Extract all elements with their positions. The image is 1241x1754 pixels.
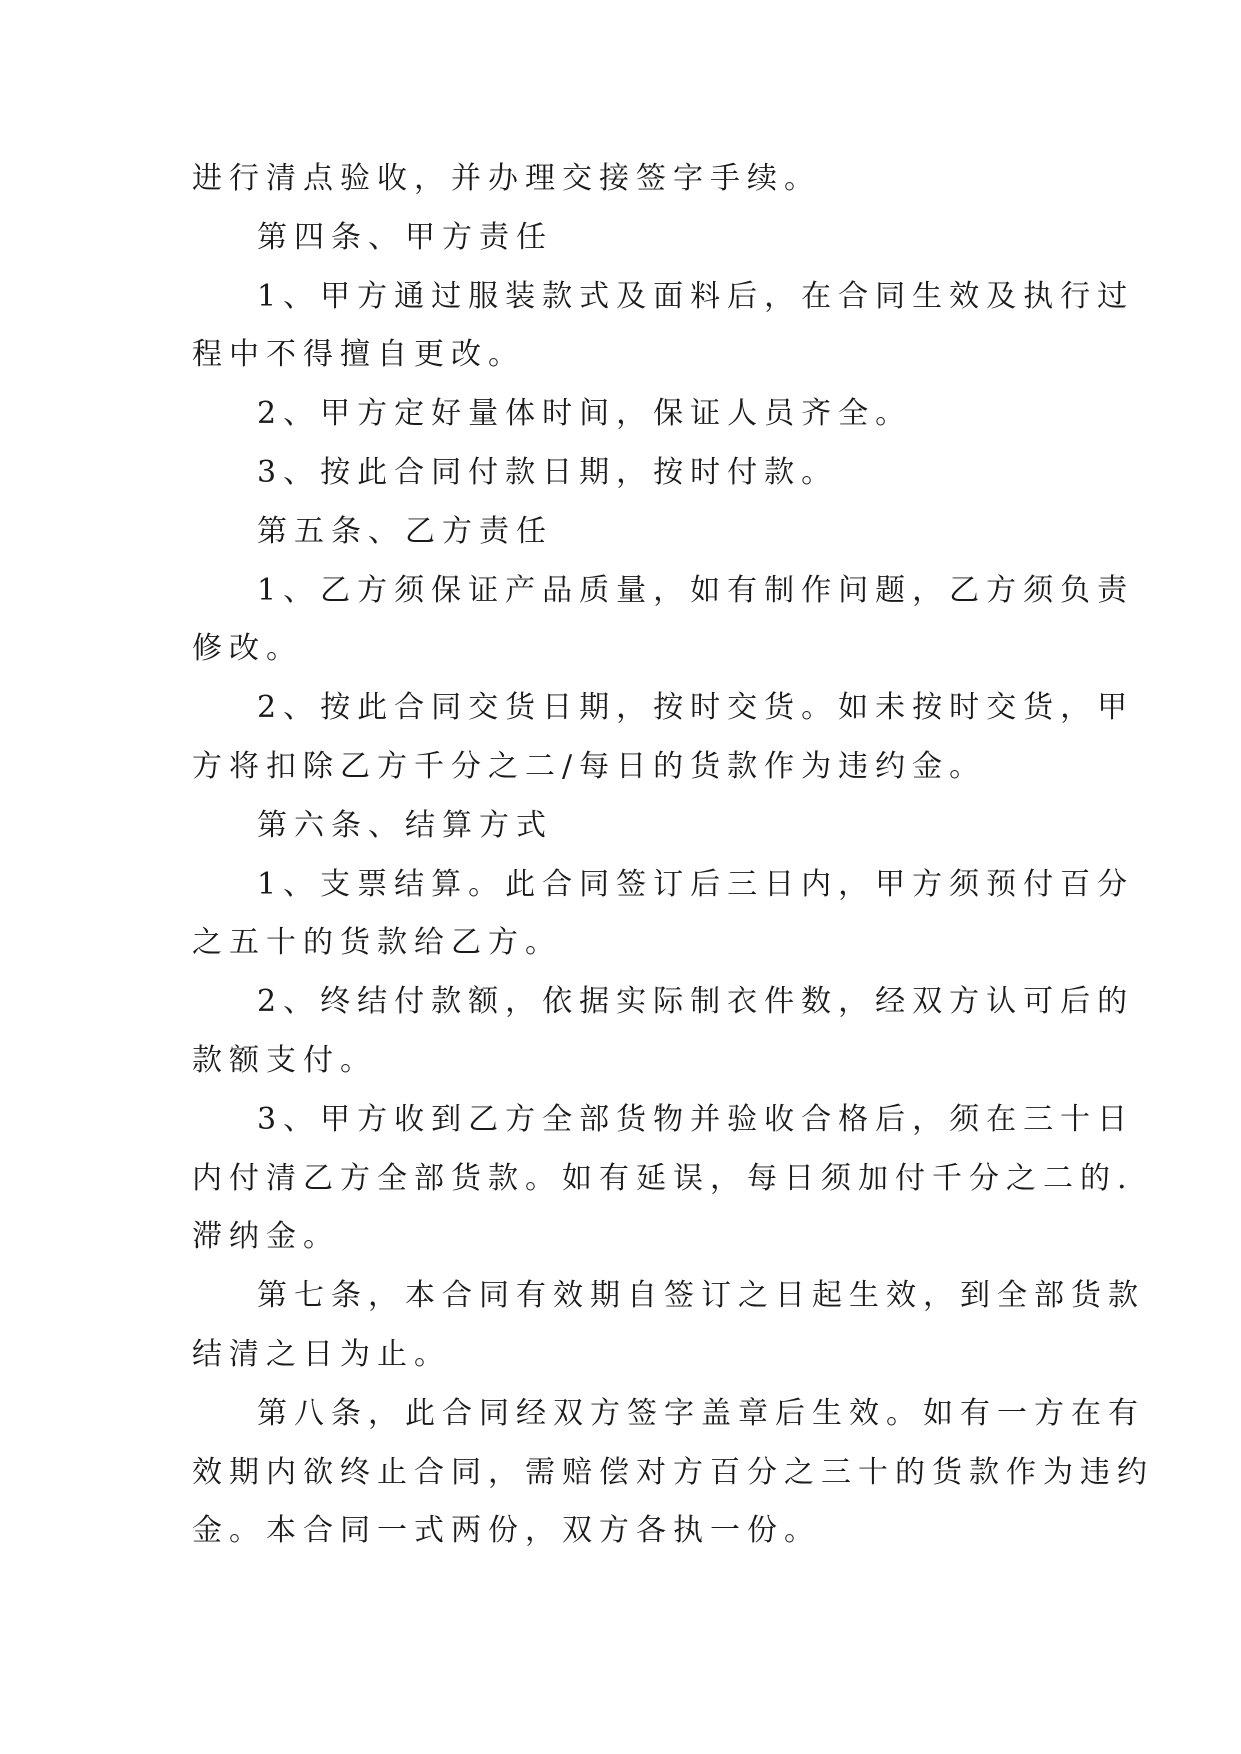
text-line: 内付清乙方全部货款。如有延误，每日须加付千分之二的. (192, 1160, 1134, 1196)
text-line: 3、甲方收到乙方全部货物并验收合格后，须在三十日 (257, 1101, 1135, 1137)
section-heading-article-4: 第四条、甲方责任 (257, 219, 553, 255)
section-heading-article-6: 第六条、结算方式 (257, 807, 553, 843)
text-line: 2、甲方定好量体时间，保证人员齐全。 (257, 396, 913, 432)
text-line: 程中不得擅自更改。 (192, 337, 525, 373)
text-line: 2、按此合同交货日期，按时交货。如未按时交货，甲 (257, 690, 1135, 726)
text-line: 3、按此合同付款日期，按时付款。 (257, 454, 839, 490)
section-heading-article-5: 第五条、乙方责任 (257, 513, 553, 549)
text-line: 1、乙方须保证产品质量，如有制作问题，乙方须负责 (257, 572, 1135, 608)
document-page (192, 150, 1154, 1561)
text-line: 2、终结付款额，依据实际制衣件数，经双方认可后的 (257, 984, 1135, 1020)
text-line: 修改。 (192, 631, 303, 667)
text-line: 金。本合同一式两份，双方各执一份。 (192, 1513, 821, 1549)
text-line: 1、甲方通过服装款式及面料后，在合同生效及执行过 (257, 278, 1135, 314)
text-line: 效期内欲终止合同，需赔偿对方百分之三十的货款作为违约 (192, 1454, 1154, 1490)
article-7-paragraph: 第七条，本合同有效期自签订之日起生效，到全部货款 (257, 1278, 1145, 1314)
text-line: 方将扣除乙方千分之二/每日的货款作为违约金。 (192, 748, 987, 784)
text-line: 结清之日为止。 (192, 1336, 451, 1372)
text-line: 滞纳金。 (192, 1219, 340, 1255)
text-line: 之五十的货款给乙方。 (192, 925, 562, 961)
article-8-paragraph: 第八条，此合同经双方签字盖章后生效。如有一方在有 (257, 1395, 1145, 1431)
text-line: 进行清点验收，并办理交接签字手续。 (192, 161, 821, 196)
text-line: 款额支付。 (192, 1042, 377, 1078)
text-line: 1、支票结算。此合同签订后三日内，甲方须预付百分 (257, 866, 1135, 902)
